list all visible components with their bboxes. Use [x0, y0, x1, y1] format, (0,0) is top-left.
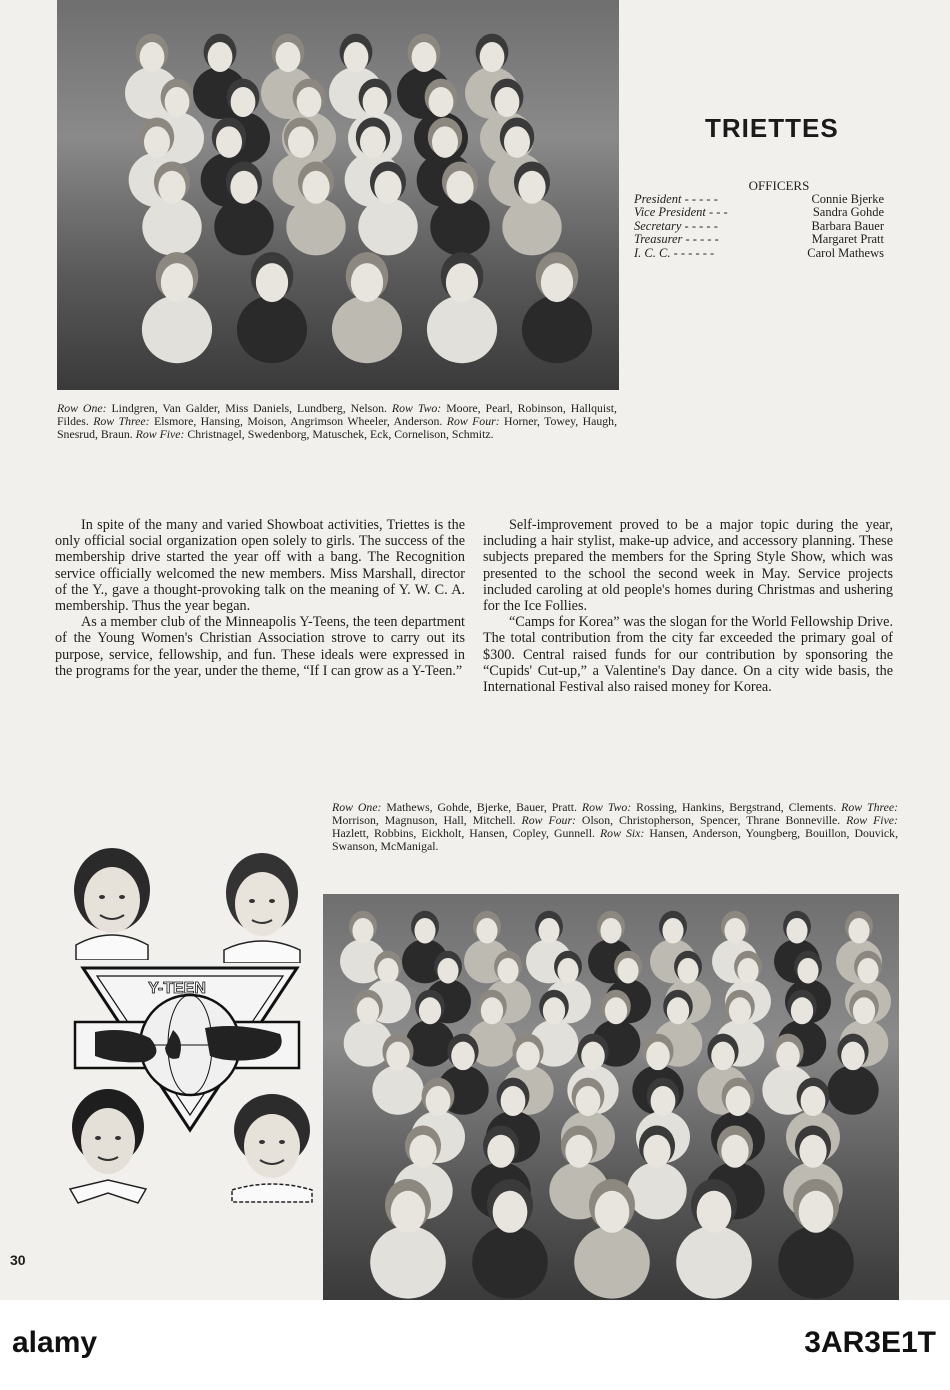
officer-name: Margaret Pratt [811, 232, 884, 246]
body-paragraph: “Camps for Korea” was the slogan for the World Fellowship Drive. The total contribution from the city far exceeded the primary goal of $300. Central raised funds for our contribution by sponsoring the “Cupids' Cut-up,” a Valentine's Day dance. On a city wide basis, the International Festival also raised money for Korea. [483, 614, 893, 696]
bottom-photo-caption [332, 801, 898, 853]
triettes-group-photo-bottom [323, 894, 899, 1300]
caption-row-label: Row Five: [846, 813, 898, 827]
caption-row-label: Row One: [332, 800, 382, 814]
officer-role: Secretary - - - - - [634, 218, 718, 233]
body-text-right [483, 517, 893, 695]
caption-row-names: Moore, Pearl, Robinson, Hallquist, Fildes. [57, 401, 618, 428]
body-paragraph: In spite of the many and varied Showboat activities, Triettes is the only official social organization open solely to girls. The success of the membership drive started the year off with a bang. The Recognition service officially welcomed the new members. Miss Marshall, director of the Y., gave a thought-provoking talk on the meaning of Y. W. C. A. membership. Thus the year began. [55, 517, 465, 615]
caption-row-label: Row Three: [841, 800, 899, 814]
page-number: 30 [10, 1252, 26, 1268]
caption-row-label: Row One: [57, 401, 107, 415]
officer-row [634, 193, 884, 207]
caption-row-label: Row Three: [93, 414, 150, 428]
page-title: TRIETTES [705, 113, 839, 143]
officer-role: Vice President - - - [634, 205, 728, 219]
triettes-group-photo-top [57, 0, 619, 390]
caption-row-label: Row Four: [446, 414, 500, 428]
body-text-left [55, 517, 465, 679]
caption-row-label: Row Two: [581, 800, 632, 814]
watermark-strip [0, 1300, 950, 1390]
body-paragraph: Self-improvement proved to be a major topic during the year, including a hair stylist, make-up advice, and accessory planning. These subjects prepared the members for the Spring Style Show, which was presented to the school the second week in May. Service projects included caroling at old people's homes during Christmas and ushering for the Ice Follies. [483, 517, 893, 615]
officer-name: Connie Bjerke [811, 191, 884, 206]
caption-row-names: Mathews, Gohde, Bjerke, Bauer, Pratt. [386, 800, 577, 814]
officers-list [634, 179, 884, 260]
caption-row-names: Hansen, Anderson, Youngberg, Bouillon, Douvick, Swanson, McManigal. [332, 826, 899, 853]
y-teen-emblem [55, 960, 310, 1135]
group-photo-person [237, 252, 307, 363]
officer-name: Barbara Bauer [811, 218, 884, 233]
emblem-banner-text: Y-TEEN [148, 980, 206, 997]
caption-row-names: Hazlett, Robbins, Eickholt, Hansen, Copley, Gunnell. [332, 826, 595, 840]
caption-row-names: Horner, Towey, Haugh, Snesrud, Braun. [57, 414, 618, 441]
caption-row-names: Lindgren, Van Galder, Miss Daniels, Lundberg, Nelson. [111, 401, 387, 415]
officer-role: I. C. C. - - - - - - [634, 245, 715, 260]
officer-row [634, 233, 884, 247]
watermark-image-id: 3AR3E1T [804, 1326, 936, 1359]
officer-role: Treasurer - - - - - [634, 232, 719, 246]
watermark-logo: alamy [12, 1326, 98, 1359]
officer-portrait-2 [212, 848, 312, 963]
officer-name: Carol Mathews [807, 245, 884, 260]
group-photo-person [522, 252, 592, 363]
caption-row-label: Row Six: [599, 826, 645, 840]
top-photo-caption [57, 402, 617, 441]
officer-portrait-1 [62, 845, 162, 960]
caption-row-names: Olson, Christopherson, Spencer, Thrane Bonneville. [581, 813, 841, 827]
caption-row-names: Morrison, Magnuson, Hall, Mitchell. [332, 813, 516, 827]
caption-row-names: Elsmore, Hansing, Moison, Angrimson Wheeler, Anderson. [154, 414, 443, 428]
officers-heading: OFFICERS [748, 178, 810, 193]
officer-name: Sandra Gohde [812, 205, 884, 219]
group-photo-person [332, 252, 402, 363]
caption-row-label: Row Four: [521, 813, 576, 827]
caption-row-names: Rossing, Hankins, Bergstrand, Clements. [636, 800, 837, 814]
group-photo-person [142, 252, 212, 363]
caption-row-label: Row Two: [391, 401, 442, 415]
officer-row [634, 247, 884, 261]
officer-row [634, 220, 884, 234]
officer-row [634, 206, 884, 220]
body-paragraph: As a member club of the Minneapolis Y-Teens, the teen department of the Young Women's Christian Association strove to carry out its purpose, service, fellowship, and fun. These ideals were expressed in the programs for the year, under the theme, “If I can grow as a Y-Teen.” [55, 614, 465, 679]
officer-role: President - - - - - [634, 191, 718, 206]
caption-row-names: Christnagel, Swedenborg, Matuschek, Eck, Cornelison, Schmitz. [187, 427, 494, 441]
caption-row-label: Row Five: [135, 427, 185, 441]
group-photo-person [427, 252, 497, 363]
